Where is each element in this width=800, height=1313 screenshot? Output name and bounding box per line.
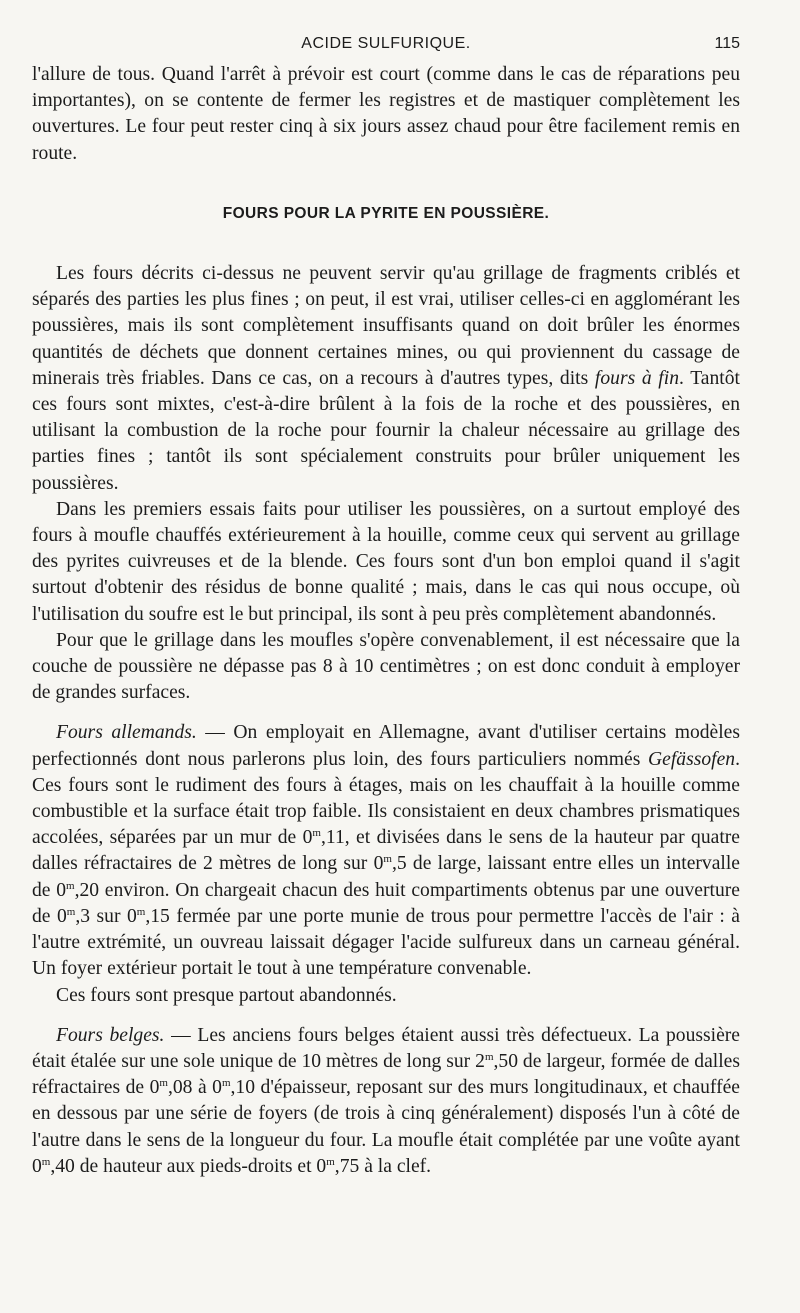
running-title: ACIDE SULFURIQUE.	[301, 35, 471, 52]
italic-heading: Fours belges.	[56, 1024, 165, 1046]
unit-superscript: m	[484, 1050, 494, 1063]
page-number: 115	[714, 35, 740, 52]
text-segment: ,20 environ. On chargeait chacun des huit compartiments obtenus par une ouverture de 0	[32, 879, 740, 927]
text-segment: . Tantôt ces fours sont mixtes, c'est-à-dire brûlent à la fois de la roche et des poussières, en utilisant la combustion de la roche pour fournir la chaleur nécessaire au grillage des parties fines ; tantôt ils sont spécialement construits pour brûler uniquement les poussières.	[32, 367, 740, 494]
text-segment: ,11, et divisées dans le sens de la hauteur par quatre dalles réfractaires de 2 mètres de long sur 0	[32, 827, 740, 875]
text-segment: Les fours décrits ci-dessus ne peuvent servir qu'au grillage de fragments criblés et séparés des parties les plus fines ; on peut, il est vrai, utiliser celles-ci en agglomérant les poussières, mais ils sont complètement insuffisants quand on doit brûler les énormes quantités de déchets que donnent certaines mines, ou qui proviennent du cassage de minerais très friables. Dans ce cas, on a recours à d'autres types, dits	[32, 263, 740, 389]
paragraph-fours-belges	[32, 1023, 740, 1180]
text-segment: ,75 à la clef.	[334, 1155, 432, 1177]
paragraph-fours-allemands	[32, 720, 740, 982]
text-segment: ,40 de hauteur aux pieds-droits et 0	[50, 1155, 327, 1177]
unit-superscript: m	[326, 1155, 335, 1168]
unit-superscript: m	[41, 1155, 51, 1168]
text-segment: ,10 d'épaisseur, reposant sur des murs longitudinaux, et chauffée en dessous par une série de foyers (de trois à cinq généralement) disposés l'un à côté de l'autre dans le sens de la longueur du four. La moufle était complétée par une voûte ayant 0	[32, 1077, 740, 1177]
text-segment: — On employait en Allemagne, avant d'utiliser certains modèles perfectionnés dont nous parlerons plus loin, des fours particuliers nommés	[32, 722, 741, 770]
unit-superscript: m	[383, 853, 392, 866]
unit-superscript: m	[221, 1077, 231, 1090]
text-segment: . Ces fours sont le rudiment des fours à étages, mais on les chauffait à la houille comme combustible et la surface était trop faible. Ils consistaient en deux chambres prismatiques accolées, séparées par un mur de 0	[32, 748, 740, 849]
paragraph-intro	[32, 261, 740, 497]
italic-heading: Fours allemands.	[56, 722, 197, 744]
italic-term: fours à fin	[594, 367, 679, 389]
unit-superscript: m	[66, 879, 75, 892]
spacer	[32, 1009, 740, 1023]
italic-term: Gefässofen	[648, 748, 736, 770]
unit-superscript: m	[159, 1077, 168, 1090]
spacer	[32, 706, 740, 720]
section-heading: FOURS POUR LA PYRITE EN POUSSIÈRE.	[222, 204, 550, 222]
unit-superscript: m	[312, 827, 321, 840]
text-segment: ,08 à 0	[167, 1077, 222, 1099]
text-segment: — Les anciens fours belges étaient aussi très défectueux. La poussière était étalée sur une sole unique de 10 mètres de long sur 2	[32, 1024, 740, 1072]
text-segment: ,3 sur 0	[75, 905, 137, 927]
paragraph-grillage: Pour que le grillage dans les moufles s'opère convenablement, il est nécessaire que la couche de poussière ne dépasse pas 8 à 10 centimètres ; on est donc conduit à employer de grandes surfaces.	[32, 629, 740, 704]
paragraph-abandonnes: Ces fours sont presque partout abandonnés.	[56, 984, 397, 1006]
unit-superscript: m	[136, 905, 146, 918]
text-segment: ,15 fermée par une porte munie de trous pour permettre l'accès de l'air : à l'autre extrémité, un ouvreau laissait dégager l'acide sulfureux dans un carneau général. Un foyer extérieur portait le tout à une température convenable.	[32, 905, 740, 980]
paragraph-continuation: l'allure de tous. Quand l'arrêt à prévoir est court (comme dans le cas de réparations peu importantes), on se contente de fermer les registres et de mastiquer complètement les ouvertures. Le four peut rester cinq à six jours assez chaud pour être facilement remis en route.	[32, 64, 740, 164]
paragraph-moufle: Dans les premiers essais faits pour utiliser les poussières, on a surtout employé des fours à moufle chauffés extérieurement à la houille, comme ceux qui servent au grillage des pyrites cuivreuses et de la blende. Ces fours sont d'un bon emploi quand il s'agit surtout d'obtenir des résidus de bonne qualité ; mais, dans le cas qui nous occupe, où l'utilisation du soufre est le but principal, ils sont à peu près complètement abandonnés.	[32, 498, 740, 625]
text-segment: ,5 de large, laissant entre elles un intervalle de 0	[32, 853, 740, 901]
running-head	[32, 33, 740, 57]
body-text	[32, 62, 740, 1180]
text-segment: ,50 de largeur, formée de dalles réfractaires de 0	[32, 1050, 740, 1099]
unit-superscript: m	[66, 905, 76, 918]
